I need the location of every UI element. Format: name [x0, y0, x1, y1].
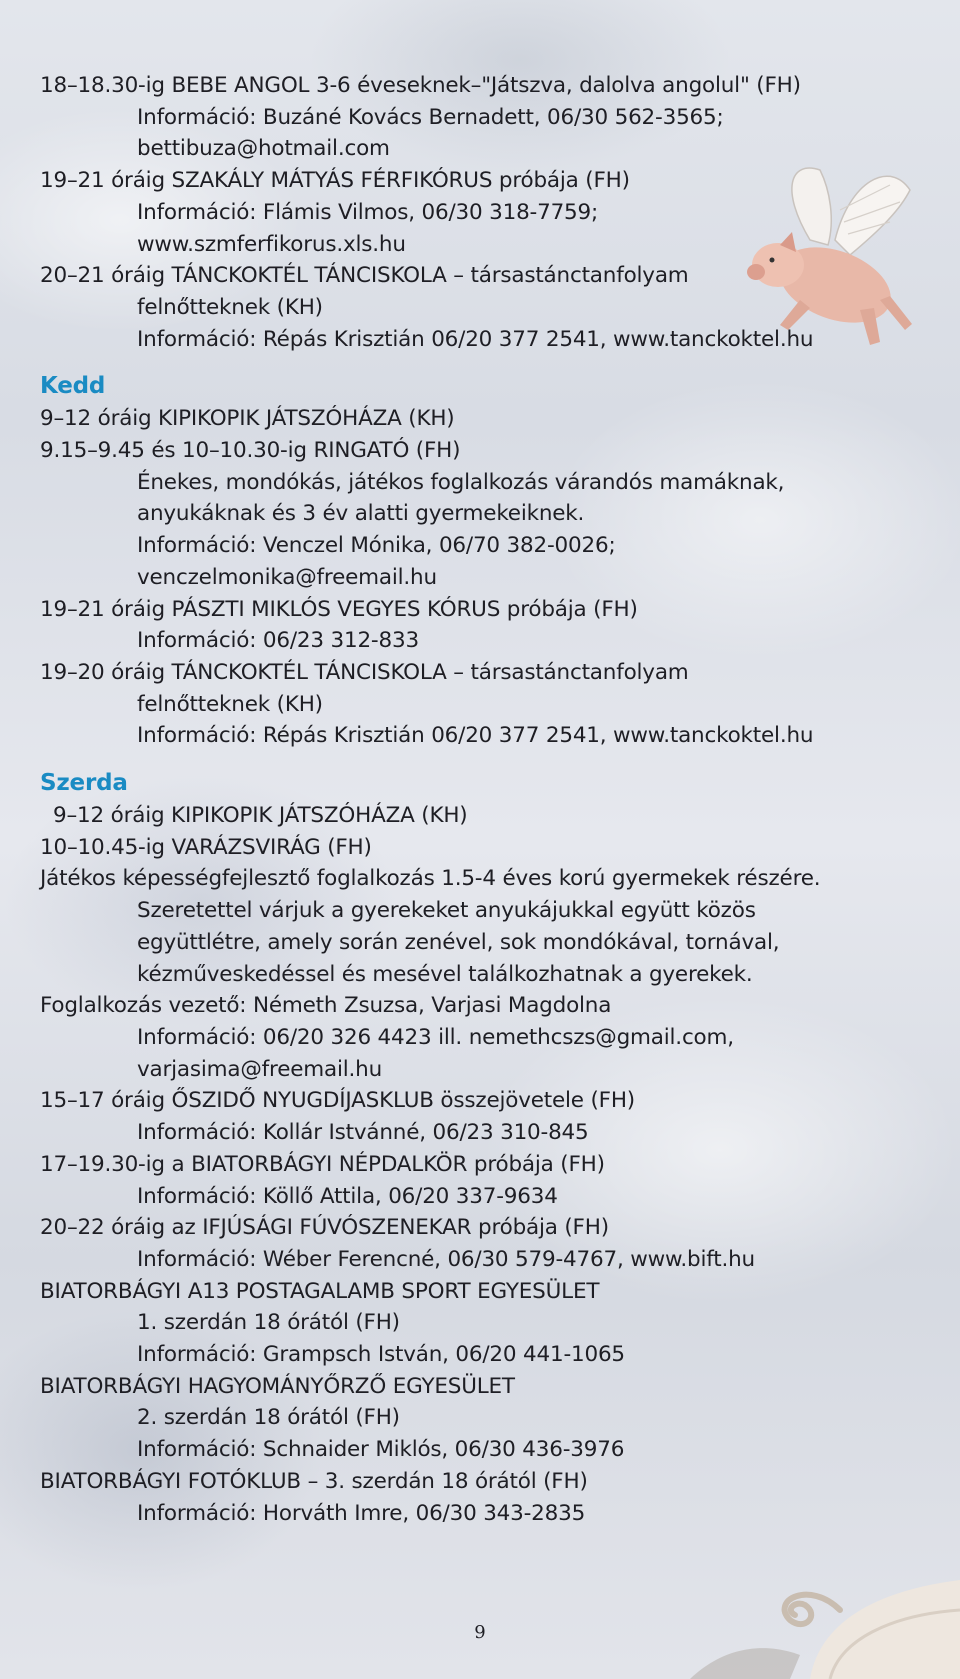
listing-line: Énekes, mondókás, játékos foglalkozás várandós mamáknak,: [137, 469, 785, 495]
wednesday-events: [40, 800, 910, 1529]
listing-line: Információ: 06/20 326 4423 ill. nemethcszs@gmail.com,: [137, 1024, 734, 1050]
listing-line: 2. szerdán 18 órától (FH): [137, 1405, 400, 1431]
listing-line: anyukáknak és 3 év alatti gyermekeiknek.: [137, 501, 585, 527]
listing-line: 19–20 óráig TÁNCKOKTÉL TÁNCISKOLA – társastánctanfolyam: [40, 659, 689, 685]
listing-line: Információ: Grampsch István, 06/20 441-1065: [137, 1342, 625, 1368]
listing-line: Információ: Répás Krisztián 06/20 377 2541, www.tanckoktel.hu: [137, 723, 814, 749]
listing-line: Információ: 06/23 312-833: [137, 628, 419, 654]
listing-line: 19–21 óráig SZAKÁLY MÁTYÁS FÉRFIKÓRUS próbája (FH): [40, 168, 630, 194]
listing-line: Információ: Flámis Vilmos, 06/30 318-7759;: [137, 199, 599, 225]
listing-line: Információ: Répás Krisztián 06/20 377 2541, www.tanckoktel.hu: [137, 326, 814, 352]
listing-line: Információ: Buzáné Kovács Bernadett, 06/30 562-3565;: [137, 104, 724, 130]
listing-line: Információ: Venczel Mónika, 06/70 382-0026;: [137, 533, 616, 559]
listing-line: Információ: Köllő Attila, 06/20 337-9634: [137, 1183, 558, 1209]
tuesday-events: [40, 403, 910, 752]
pig-tail-icon: [690, 1520, 960, 1679]
listing-line: 20–21 óráig TÁNCKOKTÉL TÁNCISKOLA – társastánctanfolyam: [40, 263, 689, 289]
listing-line: venczelmonika@freemail.hu: [137, 564, 437, 590]
listing-line: 17–19.30-ig a BIATORBÁGYI NÉPDALKÖR próbája (FH): [40, 1151, 605, 1177]
listing-line: 20–22 óráig az IFJÚSÁGI FÚVÓSZENEKAR próbája (FH): [40, 1215, 609, 1241]
listing-line: kézműveskedéssel és mesével találkozhatnak a gyerekek.: [137, 961, 753, 987]
listing-line: 15–17 óráig ŐSZIDŐ NYUGDÍJASKLUB összejövetele (FH): [40, 1088, 635, 1114]
listing-line: 10–10.45-ig VARÁZSVIRÁG (FH): [40, 834, 372, 860]
listing-line: www.szmferfikorus.xls.hu: [137, 231, 406, 257]
listing-line: 9–12 óráig KIPIKOPIK JÁTSZÓHÁZA (KH): [40, 406, 455, 432]
listing-line: BIATORBÁGYI HAGYOMÁNYŐRZŐ EGYESÜLET: [40, 1373, 515, 1399]
listing-line: 19–21 óráig PÁSZTI MIKLÓS VEGYES KÓRUS próbája (FH): [40, 596, 638, 622]
flying-pig-icon: [740, 150, 920, 390]
listing-line: BIATORBÁGYI FOTÓKLUB – 3. szerdán 18 órától (FH): [40, 1468, 588, 1494]
listing-line: BIATORBÁGYI A13 POSTAGALAMB SPORT EGYESÜLET: [40, 1278, 600, 1304]
day-heading-kedd: Kedd: [40, 373, 106, 400]
listing-line: 9–12 óráig KIPIKOPIK JÁTSZÓHÁZA (KH): [53, 803, 468, 829]
listing-line: 9.15–9.45 és 10–10.30-ig RINGATÓ (FH): [40, 438, 461, 464]
listing-line: 18–18.30-ig BEBE ANGOL 3-6 éveseknek–"Játszva, dalolva angolul" (FH): [40, 73, 801, 98]
listing-line: Foglalkozás vezető: Németh Zsuzsa, Varjasi Magdolna: [40, 993, 612, 1019]
listing-line: Szeretettel várjuk a gyerekeket anyukájukkal együtt közös: [137, 898, 756, 924]
listing-line: felnőtteknek (KH): [137, 691, 323, 717]
listing-line: bettibuza@hotmail.com: [137, 136, 390, 162]
page-number: 9: [474, 1622, 486, 1643]
listing-line: Információ: Wéber Ferencné, 06/30 579-4767, www.bift.hu: [137, 1246, 755, 1272]
listing-line: felnőtteknek (KH): [137, 294, 323, 320]
listing-line: Információ: Horváth Imre, 06/30 343-2835: [137, 1500, 586, 1526]
listing-line: Információ: Schnaider Miklós, 06/30 436-3976: [137, 1437, 625, 1463]
listing-line: Játékos képességfejlesztő foglalkozás 1.5-4 éves korú gyermekek részére.: [40, 866, 821, 892]
listing-line: varjasima@freemail.hu: [137, 1056, 383, 1082]
day-heading-szerda: Szerda: [40, 770, 128, 797]
listing-line: együttlétre, amely során zenével, sok mondókával, tornával,: [137, 929, 780, 955]
listing-line: 1. szerdán 18 órától (FH): [137, 1310, 400, 1336]
listing-line: Információ: Kollár Istvánné, 06/23 310-845: [137, 1120, 589, 1146]
